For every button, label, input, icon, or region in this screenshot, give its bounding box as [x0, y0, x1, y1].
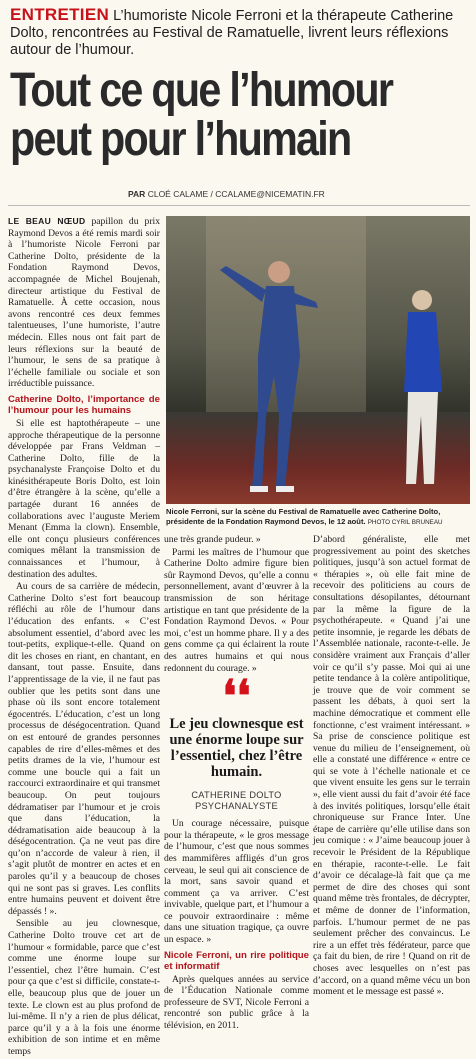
pull-quote [164, 672, 309, 812]
lead-label: LE BEAU NŒUD [8, 216, 86, 226]
column-3 [313, 534, 470, 999]
column-1-top [8, 216, 160, 1059]
quote-icon: ❛❛ [222, 672, 251, 722]
column-2-paragraph-2: Parmi les maîtres de l’humour que Catherine Dolto admire figure bien sûr Raymond Devos, qu’elle a connu personnellement, avant d’œuvrer à la transmission de son héritage artistique en tant que présidente de la Fondation Raymond Devos. « Pour moi, c’est un homme phare. Il y a des gens comme ça qui éclairent la route des autres humains et qui nous redonnent du courage. » [164, 546, 309, 674]
pull-quote-author-name: CATHERINE DOLTO [191, 790, 282, 801]
column-2 [164, 534, 309, 1033]
pull-quote-author [164, 790, 309, 812]
headline-line-1: Tout ce que l’humour [10, 64, 393, 117]
pull-quote-author-role: PSYCHANALYSTE [195, 801, 278, 812]
lead-paragraph [8, 216, 160, 390]
section-1-subhead: Catherine Dolto, l’importance de l’humour pour les humains [8, 393, 160, 416]
byline-author: CLOÉ CALAME / CCALAME@NICEMATIN.FR [147, 189, 325, 199]
column-2-paragraph-3: Un courage nécessaire, puisque pour la thérapeute, « le gros message de l’humour, c’est que nous sommes des mammifères affligés d’un gros cerveau, le seul qui ait conscience de la mort, sans savoir quand et comment ça va arriver. C’est invivable, quelque part, et l’humour a ce pouvoir extraordinaire : même dans une situation tragique, ça ouvre un espace. » [164, 818, 309, 946]
section-1-paragraph-3: Sensible au jeu clownesque, Catherine Dolto trouve cet art de l’humour « formidable, parce que c’est comme une énorme loupe sur l’essentiel, chez l’être humain. C’est pour ça que c’est si difficile, constate-t-elle, beaucoup plus que de jouer un texte. Le clown est au plus profond de lui-même. Il n’y a rien de plus délicat, parce qu’il y a à la fois une énorme exhibition de son intime et en même temps [8, 918, 160, 1057]
photo-credit: PHOTO CYRIL BRUNEAU [367, 518, 443, 526]
intro-text: L’humoriste Nicole Ferroni et la thérapeute Catherine Dolto, rencontrées au Festival de Ramatuelle, livrent leurs réflexions autour de l’humour. [10, 8, 454, 58]
column-3-paragraph-1: D’abord généraliste, elle met progressivement au point des sketches politiques, jusqu’à son actuel format de « thérapies », où elle fait mine de recevoir des politiciens au cours de consultations désopilantes, détournant par la même la figure de la psychothérapeute. « Quand j’ai une petite insomnie, je regarde les débats de l’Assemblée nationale, raconte-t-elle. Je considère vraiment aux Français d’aller voir ce qu’il s’y passe. Moi qui ai une petite tendance à la colère antipolitique, je trouve que de voir comment se passent les débats, à quoi sert la machine démocratique et comment elle fonctionne, c’est vraiment intéressant. » Sa prise de conscience politique est venue du milieu de l’enseignement, où elle a constaté une différence « entre ce qui se vote à l’échelle nationale et ce que vivent ensuite les gens sur le terrain », elle vient aussi du fait d’avoir été face à des invités politiques, lorsqu’elle était chroniqueuse sur France Inter. Une étape de carrière qu’elle utilise dans son jeu comique : « J’aime beaucoup jouer à recevoir le Président de la République en thérapie, raconte-t-elle. Le fait d’avoir ce décalage-là fait que ça me permet de dire des choses qui sont quand même très frontales, de décrypter, et même de donner de l’information, parfois. L’humour permet de ne pas seulement prêcher des convaincus. Le rire a un effet très fédérateur, parce que ça fait du bien, de rire ! Quand on rit de choses avec lesquelles on n’est pas d’accord, on a quand même vécu un bon moment et le message est passé ». [313, 534, 470, 998]
headline [10, 66, 470, 164]
kicker-label: ENTRETIEN [10, 5, 110, 24]
column-2-paragraph-1: une très grande pudeur. » [164, 534, 261, 545]
section-1-paragraph-2: Au cours de sa carrière de médecin, Catherine Dolto s’est fort beaucoup réfléchi au rôle de l’humour dans l’éducation des enfants. « C’est absolument essentiel, d’abord avec les tout-petits, explique-t-elle. Quand on dit les choses en riant, en chantant, en dansant, tout passe. Ensuite, dans l’apprentissage de la vie, il ne faut pas oublier que les petits sont dans une phase où ils sont encore totalement égocentrés. L’éducation, c’est un long processus de déségocentration. Quand on est entouré de grandes personnes capables de rire d’elles-mêmes et des petits drames de la vie, l’humour est comme une boucle qui a fait un raccourci extraordinaire et qui transmet beaucoup. On peut toujours dédramatiser par l’humour et je crois que dans l’éducation, la dédramatisation aide beaucoup à la déségocentration. Ça ne veut pas dire qu’on n’accorde de valeur à rien, il s’agit plutôt de montrer en actes et en paroles qu’il y a beaucoup de choses qui ne sont pas si graves. Les conflits entre humains peuvent et doivent être dépassés ! ». [8, 581, 160, 917]
column-2-paragraph-4: Après quelques années au service de l’Éducation Nationale comme professeure de SVT, Nicole Ferroni a rencontré son public grâce à la télévision, en 2011. [164, 973, 309, 1032]
photo-caption [166, 507, 470, 527]
byline-par: PAR [128, 189, 146, 199]
photo-figures [166, 216, 470, 504]
photo-caption-text: Nicole Ferroni, sur la scène du Festival de Ramatuelle avec Catherine Dolto, présidente de la Fondation Raymond Devos, le 12 août. [166, 507, 441, 526]
headline-line-2: peut pour l’humain [10, 113, 351, 166]
divider [8, 205, 470, 206]
section-1-paragraph-1: Si elle est haptothérapeute – une approche thérapeutique de la personne développée par Frans Veldman – Catherine Dolto, fille de la psychanalyste Françoise Dolto et du kinésithérapeute Boris Dolto, est loin d’être étrangère à la scène, qu’elle a partagée durant 16 années de collaborations avec l’auguste Meriem Menant (Emma la clown). Ensemble, elle ont conçu plusieurs conférences comiques mêlant la transmission de connaissances et l’humour, à destination des adultes. [8, 417, 160, 580]
article-photo [166, 216, 470, 504]
pull-quote-text: Le jeu clownesque est une énorme loupe sur l’essentiel, chez l’être humain. [169, 716, 304, 781]
byline [128, 189, 325, 199]
section-2-subhead: Nicole Ferroni, un rire politique et informatif [164, 949, 309, 972]
lead-text: papillon du prix Raymond Devos a été remis mardi soir à l’humoriste Nicole Ferroni par Catherine Dolto, présidente de la Fondation Raymond Devos, accompagnée de Michel Boujenah, directeur artistique du Festival de Ramatuelle. À cette occasion, nous avons rencontré ces deux femmes talentueuses, l’une humoriste, l’autre médecin. Elles nous ont fait part de leurs réflexions sur la beauté de l’humour, le sens de sa pratique à l’échelle familiale ou sociale et son irréductible puissance. [8, 216, 160, 390]
intro-block [10, 6, 470, 59]
